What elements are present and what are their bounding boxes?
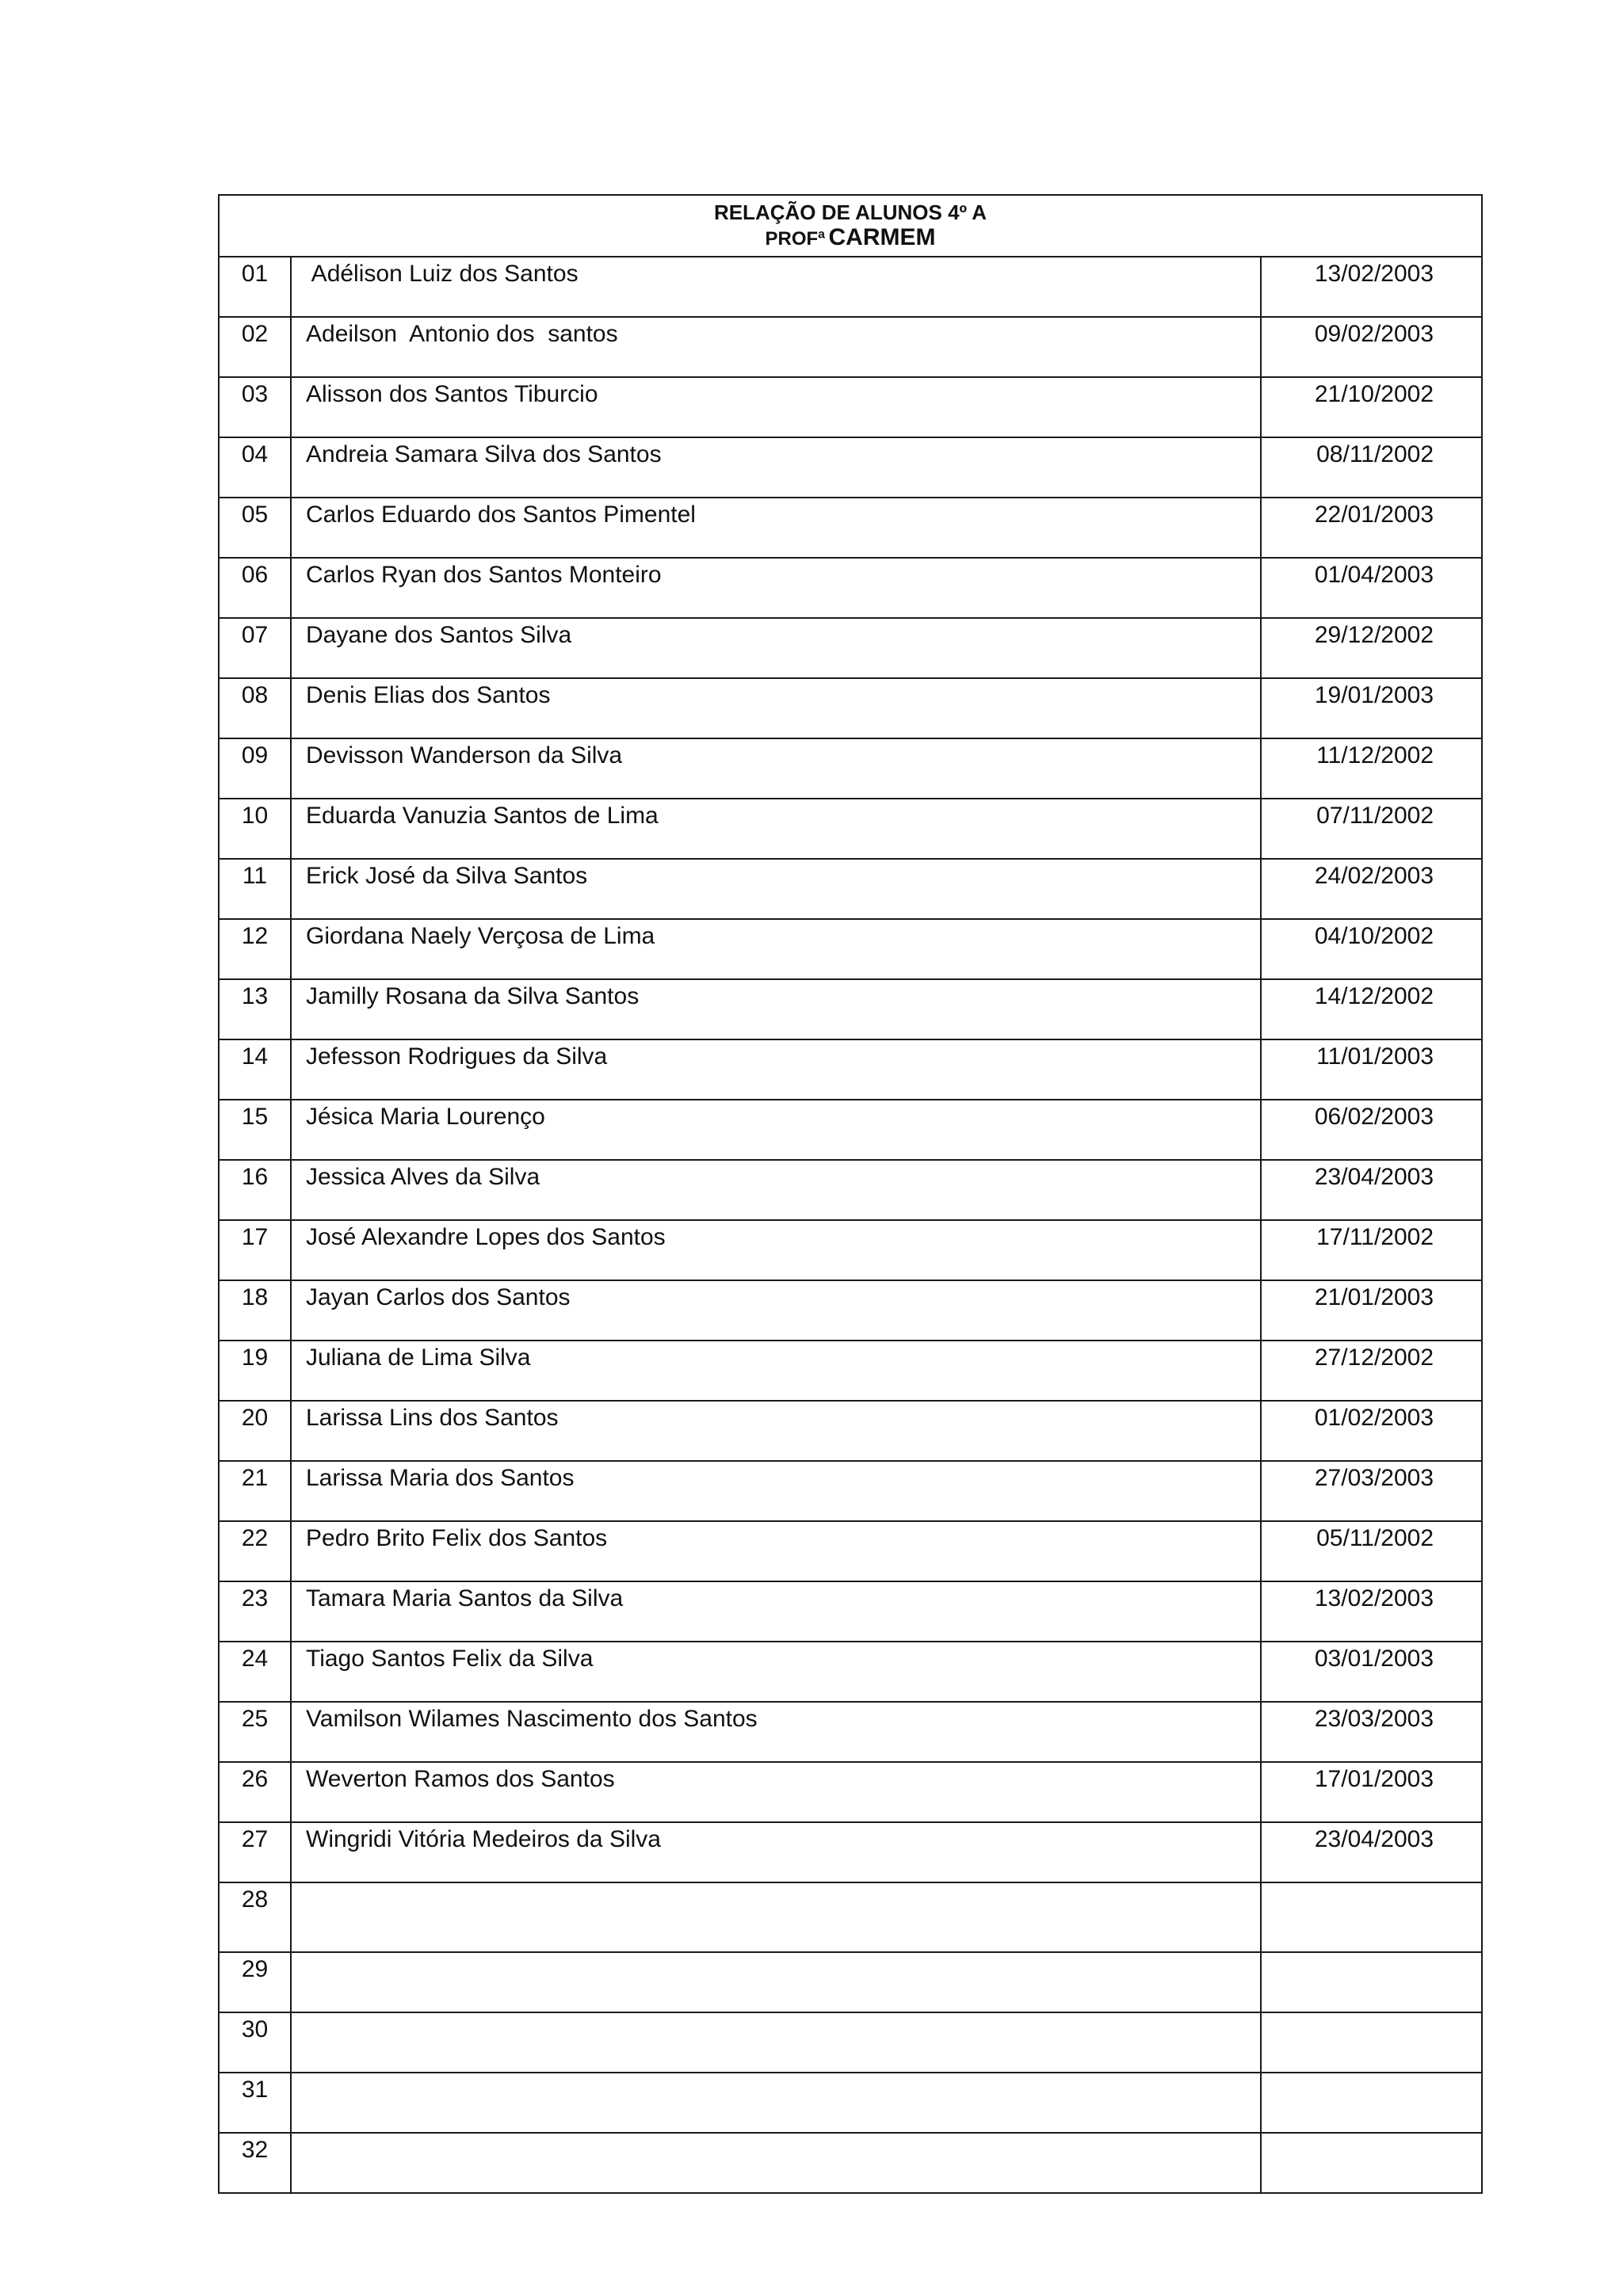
- birth-date: 13/02/2003: [1261, 257, 1482, 317]
- table-row: [219, 2073, 1482, 2133]
- student-name: Carlos Ryan dos Santos Monteiro: [291, 558, 1261, 618]
- student-name: Eduarda Vanuzia Santos de Lima: [291, 799, 1261, 859]
- row-number: 05: [219, 498, 291, 558]
- header-cell: [219, 195, 1482, 257]
- student-name: [291, 2133, 1261, 2193]
- table-row: [219, 1100, 1482, 1160]
- row-number: 29: [219, 1952, 291, 2012]
- row-number: 18: [219, 1280, 291, 1341]
- row-number: 25: [219, 1702, 291, 1762]
- table-row: [219, 1642, 1482, 1702]
- row-number: 08: [219, 678, 291, 738]
- birth-date: 29/12/2002: [1261, 618, 1482, 678]
- row-number: 10: [219, 799, 291, 859]
- row-number: 31: [219, 2073, 291, 2133]
- birth-date: 14/12/2002: [1261, 979, 1482, 1039]
- birth-date: 04/10/2002: [1261, 919, 1482, 979]
- birth-date: [1261, 1882, 1482, 1952]
- row-number: 12: [219, 919, 291, 979]
- student-name: [291, 2012, 1261, 2073]
- student-name: Pedro Brito Felix dos Santos: [291, 1521, 1261, 1581]
- table-row: [219, 1039, 1482, 1100]
- student-name: Weverton Ramos dos Santos: [291, 1762, 1261, 1822]
- table-row: [219, 1461, 1482, 1521]
- table-row: [219, 1280, 1482, 1341]
- row-number: 15: [219, 1100, 291, 1160]
- table-row: [219, 979, 1482, 1039]
- row-number: 16: [219, 1160, 291, 1220]
- row-number: 11: [219, 859, 291, 919]
- birth-date: 21/01/2003: [1261, 1280, 1482, 1341]
- table-row: [219, 437, 1482, 498]
- row-number: 14: [219, 1039, 291, 1100]
- row-number: 32: [219, 2133, 291, 2193]
- student-name: Tamara Maria Santos da Silva: [291, 1581, 1261, 1642]
- birth-date: 06/02/2003: [1261, 1100, 1482, 1160]
- student-name: Vamilson Wilames Nascimento dos Santos: [291, 1702, 1261, 1762]
- student-name: Giordana Naely Verçosa de Lima: [291, 919, 1261, 979]
- birth-date: 13/02/2003: [1261, 1581, 1482, 1642]
- table-row: [219, 257, 1482, 317]
- table-row: [219, 1160, 1482, 1220]
- student-name: Dayane dos Santos Silva: [291, 618, 1261, 678]
- row-number: 24: [219, 1642, 291, 1702]
- row-number: 09: [219, 738, 291, 799]
- row-number: 26: [219, 1762, 291, 1822]
- row-number: 01: [219, 257, 291, 317]
- birth-date: 05/11/2002: [1261, 1521, 1482, 1581]
- table-row: [219, 1822, 1482, 1882]
- birth-date: 27/12/2002: [1261, 1341, 1482, 1401]
- birth-date: 23/04/2003: [1261, 1822, 1482, 1882]
- row-number: 06: [219, 558, 291, 618]
- student-name: Carlos Eduardo dos Santos Pimentel: [291, 498, 1261, 558]
- birth-date: 27/03/2003: [1261, 1461, 1482, 1521]
- student-name: Jésica Maria Lourenço: [291, 1100, 1261, 1160]
- table-row: [219, 2012, 1482, 2073]
- row-number: 21: [219, 1461, 291, 1521]
- student-name: Larissa Maria dos Santos: [291, 1461, 1261, 1521]
- teacher-prefix: PROFª: [765, 227, 826, 250]
- student-name: [291, 2073, 1261, 2133]
- table-row: [219, 1762, 1482, 1822]
- row-number: 27: [219, 1822, 291, 1882]
- student-name: Jessica Alves da Silva: [291, 1160, 1261, 1220]
- student-name: Erick José da Silva Santos: [291, 859, 1261, 919]
- birth-date: 01/04/2003: [1261, 558, 1482, 618]
- birth-date: 11/12/2002: [1261, 738, 1482, 799]
- birth-date: 24/02/2003: [1261, 859, 1482, 919]
- birth-date: 23/04/2003: [1261, 1160, 1482, 1220]
- teacher-name: CARMEM: [828, 223, 936, 250]
- roster-body: [219, 195, 1482, 2193]
- birth-date: 11/01/2003: [1261, 1039, 1482, 1100]
- row-number: 22: [219, 1521, 291, 1581]
- row-number: 13: [219, 979, 291, 1039]
- student-name: Jamilly Rosana da Silva Santos: [291, 979, 1261, 1039]
- birth-date: 22/01/2003: [1261, 498, 1482, 558]
- table-row: [219, 377, 1482, 437]
- table-row: [219, 1882, 1482, 1952]
- table-row: [219, 1581, 1482, 1642]
- table-row: [219, 1220, 1482, 1280]
- birth-date: 08/11/2002: [1261, 437, 1482, 498]
- birth-date: 17/01/2003: [1261, 1762, 1482, 1822]
- row-number: 04: [219, 437, 291, 498]
- table-row: [219, 498, 1482, 558]
- student-name: [291, 1952, 1261, 2012]
- row-number: 03: [219, 377, 291, 437]
- table-row: [219, 1341, 1482, 1401]
- table-row: [219, 618, 1482, 678]
- birth-date: 01/02/2003: [1261, 1401, 1482, 1461]
- table-row: [219, 738, 1482, 799]
- student-name: Andreia Samara Silva dos Santos: [291, 437, 1261, 498]
- row-number: 20: [219, 1401, 291, 1461]
- student-name: Larissa Lins dos Santos: [291, 1401, 1261, 1461]
- birth-date: 17/11/2002: [1261, 1220, 1482, 1280]
- student-name: Juliana de Lima Silva: [291, 1341, 1261, 1401]
- table-row: [219, 2133, 1482, 2193]
- student-name: Jefesson Rodrigues da Silva: [291, 1039, 1261, 1100]
- birth-date: [1261, 2012, 1482, 2073]
- table-row: [219, 799, 1482, 859]
- table-row: [219, 919, 1482, 979]
- birth-date: 19/01/2003: [1261, 678, 1482, 738]
- teacher-line: [220, 224, 1481, 255]
- student-name: Denis Elias dos Santos: [291, 678, 1261, 738]
- row-number: 30: [219, 2012, 291, 2073]
- row-number: 23: [219, 1581, 291, 1642]
- student-name: Devisson Wanderson da Silva: [291, 738, 1261, 799]
- table-row: [219, 1702, 1482, 1762]
- student-name: Wingridi Vitória Medeiros da Silva: [291, 1822, 1261, 1882]
- birth-date: [1261, 1952, 1482, 2012]
- student-name: Alisson dos Santos Tiburcio: [291, 377, 1261, 437]
- birth-date: 07/11/2002: [1261, 799, 1482, 859]
- birth-date: [1261, 2073, 1482, 2133]
- birth-date: [1261, 2133, 1482, 2193]
- student-name: Adeilson Antonio dos santos: [291, 317, 1261, 377]
- birth-date: 23/03/2003: [1261, 1702, 1482, 1762]
- header-row: [219, 195, 1482, 257]
- table-row: [219, 678, 1482, 738]
- row-number: 02: [219, 317, 291, 377]
- student-name: José Alexandre Lopes dos Santos: [291, 1220, 1261, 1280]
- table-row: [219, 317, 1482, 377]
- birth-date: 09/02/2003: [1261, 317, 1482, 377]
- table-row: [219, 859, 1482, 919]
- student-name: Jayan Carlos dos Santos: [291, 1280, 1261, 1341]
- row-number: 17: [219, 1220, 291, 1280]
- table-row: [219, 1952, 1482, 2012]
- row-number: 19: [219, 1341, 291, 1401]
- table-row: [219, 558, 1482, 618]
- student-name: [291, 1882, 1261, 1952]
- birth-date: 21/10/2002: [1261, 377, 1482, 437]
- birth-date: 03/01/2003: [1261, 1642, 1482, 1702]
- table-row: [219, 1521, 1482, 1581]
- row-number: 28: [219, 1882, 291, 1952]
- student-name: Tiago Santos Felix da Silva: [291, 1642, 1261, 1702]
- table-row: [219, 1401, 1482, 1461]
- student-roster-table: [218, 194, 1483, 2194]
- student-name: Adélison Luiz dos Santos: [291, 257, 1261, 317]
- roster-title: RELAÇÃO DE ALUNOS 4º A: [713, 200, 987, 224]
- row-number: 07: [219, 618, 291, 678]
